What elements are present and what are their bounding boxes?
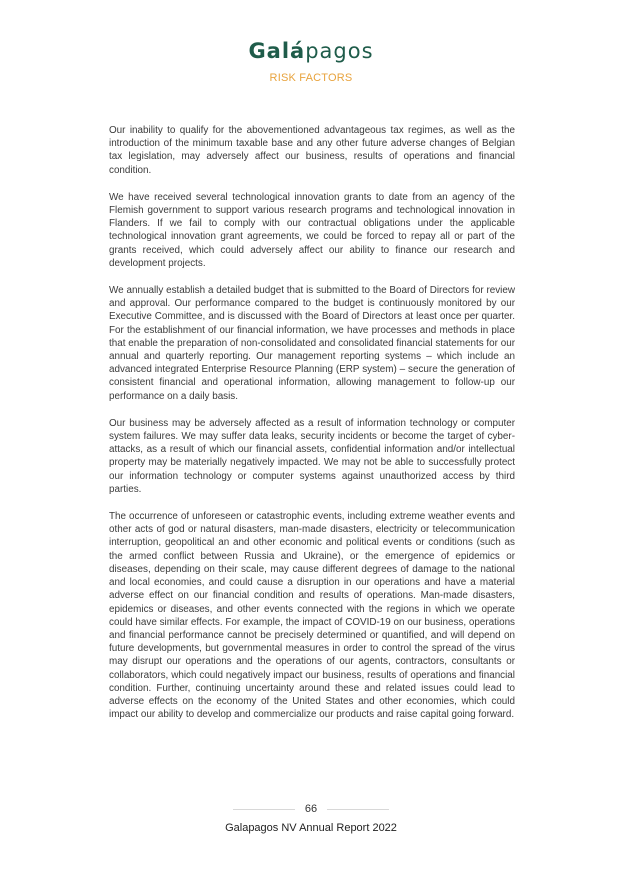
page-header [0,38,622,84]
paragraph-tax-regimes: Our inability to qualify for the abovementioned advantageous tax regimes, as well as the introduction of the minimum taxable base and any other future adverse changes of Belgian tax legislation, may adversely affect our business, results of operations and financial condition. [109,125,515,176]
right-divider [327,809,389,810]
galapagos-logo [0,38,622,64]
page-number: 66 [304,803,318,815]
logo-light-text: pagos [305,39,374,63]
page-number-row [0,803,622,815]
paragraph-innovation-grants: We have received several technological innovation grants to date from an agency of the Flemish government to support various research programs and technological innovation in Flanders. If we fail to comply with our contractual obligations under the applicable technological innovation grant agreements, we could be forced to repay all or part of the grants received, which could adversely affect our ability to finance our research and development projects. [109,191,515,269]
paragraph-catastrophic-events: The occurrence of unforeseen or catastrophic events, including extreme weather events and other acts of god or natural disasters, man-made disasters, electricity or telecommunication interruption, geopolitical an and other economic and political events or conditions (such as the armed conflict between Russia and Ukraine), or the emergence of epidemics or diseases, depending on their scale, may cause different degrees of damage to the national and local economies, and could cause a disruption in our operations and have a material adverse effect on our financial condition and results of operations. Man-made disasters, epidemics or diseases, and other events connected with the regions in which we operate could have similar effects. For example, the impact of COVID-19 on our business, operations and financial performance cannot be precisely determined or quantified, and will depend on future developments, but governmental measures in order to control the spread of the virus may disrupt our operations and the operations of our agents, contractors, consultants or collaborators, which could negatively impact our business, results of operations and financial condition. Further, continuing uncertainty around these and related issues could lead to adverse effects on the economy of the United States and other economies, which could impact our ability to develop and commercialize our products and raise capital going forward. [109,511,515,721]
body-text [109,124,515,735]
paragraph-it-failures: Our business may be adversely affected as a result of information technology or computer system failures. We may suffer data leaks, security incidents or become the target of cyber-attacks, as a result of which our financial assets, confidential information and/or intellectual property may be materially negatively impacted. We may not be able to successfully protect our information technology or computer systems against unauthorized access by third parties. [109,417,515,495]
section-title: RISK FACTORS [269,72,353,84]
report-title: Galapagos NV Annual Report 2022 [225,822,397,834]
left-divider [233,809,295,810]
page-footer [0,803,622,834]
paragraph-budget: We annually establish a detailed budget that is submitted to the Board of Directors for review and approval. Our performance compared to the budget is continuously monitored by our Executive Committee, and is discussed with the Board of Directors at least once per quarter. For the establishment of our financial information, we have processes and methods in place that enable the preparation of non-consolidated and consolidated financial statements for our annual and quarterly reporting. Our management reporting systems – which include an advanced integrated Enterprise Resource Planning (ERP system) – secure the generation of consistent financial and operational information, allowing management to follow-up our performance on a daily basis. [109,285,515,402]
logo-bold-text: Galá [248,39,306,63]
